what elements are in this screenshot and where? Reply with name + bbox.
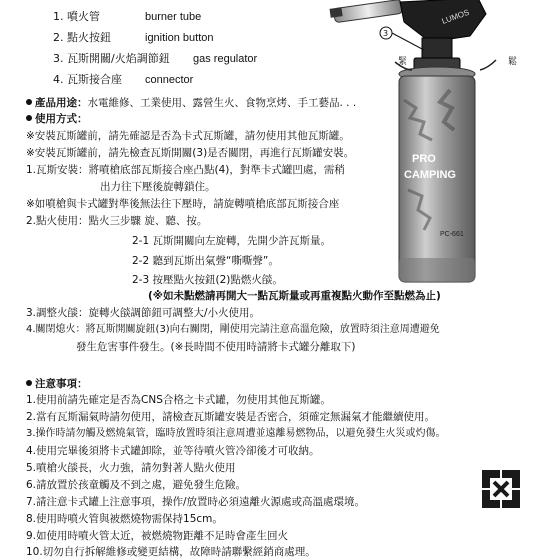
- method-line: 4.關閉熄火：將瓦斯開關旋鈕(3)向右關閉，剛使用完請注意高溫危險，放置時須注意周遭避免: [26, 324, 440, 335]
- gas-can: [399, 76, 475, 282]
- part-item: [53, 27, 257, 48]
- note-item: 7.請注意卡式罐上注意事項，操作/放置時必須遠離火源處或高溫處環境。: [26, 496, 366, 508]
- part-english: connector: [145, 74, 194, 86]
- part-item: [53, 48, 257, 69]
- part-number: 3. 瓦斯開關/火焰調節鈕: [53, 52, 170, 65]
- callout-number: 3: [383, 29, 389, 38]
- usage-line: [26, 95, 356, 111]
- method-line: 2-3 按壓點火按鈕(2)點燃火燄。: [132, 274, 283, 286]
- method-line: (※如未點燃請再開大一點瓦斯量或再重複點火動作至點燃為止): [148, 290, 441, 302]
- note-item: 1.使用前請先確定是否為CNS合格之卡式罐，勿使用其他瓦斯罐。: [26, 394, 331, 406]
- note-item: 2.當有瓦斯漏氣時請勿使用，請檢查瓦斯罐安裝是否密合，須確定無漏氣才能繼續使用。: [26, 411, 436, 423]
- usage-text: 水電維修、工業使用、露營生火、食物烹烤、手工藝品. . .: [87, 97, 357, 109]
- method-line: ※安裝瓦斯罐前，請先檢查瓦斯開關(3)是否關閉，再進行瓦斯罐安裝。: [26, 147, 355, 159]
- method-line: 2-1 瓦斯開關向左旋轉，先開少許瓦斯量。: [132, 235, 331, 247]
- notes-title-line: [26, 376, 88, 392]
- method-line: 2.點火使用：點火三步驟 旋、聽、按。: [26, 215, 208, 227]
- note-item: 3.操作時請勿觸及燃燒氣管，臨時放置時須注意周遭並遠離易燃物品，以避免發生火災或灼傷。: [26, 428, 446, 439]
- part-item: [53, 69, 257, 90]
- can-label-line2: CAMPING: [404, 169, 456, 181]
- note-item: 5.噴槍火燄長，火力強，請勿對著人點火使用: [26, 462, 236, 474]
- part-english: gas regulator: [193, 53, 258, 65]
- tighten-label: 緊: [398, 57, 408, 67]
- loosen-arrow: [480, 60, 496, 70]
- method-line: 2-2 聽到瓦斯出氣聲“嘶嘶聲”。: [132, 255, 279, 267]
- bullet-icon: [26, 115, 32, 121]
- brand-label: LUMOS: [440, 7, 471, 26]
- parts-list: [53, 6, 257, 90]
- can-model: PC-661: [440, 231, 464, 238]
- bullet-icon: [26, 380, 32, 386]
- method-title: 使用方式：: [35, 113, 88, 125]
- part-number: 1. 噴火管: [53, 10, 100, 23]
- part-number: 4. 瓦斯接合座: [53, 73, 122, 86]
- note-item: 10.切勿自行拆解維修或變更結構，故障時請聯繫經銷商處理。: [26, 546, 316, 558]
- notes-title: 注意事項：: [35, 378, 88, 390]
- method-line: 發生危害事件發生。(※長時間不使用時請將卡式罐分離取下): [76, 341, 356, 353]
- method-line: 3.調整火燄：旋轉火燄調節鈕可調整大/小火使用。: [26, 307, 261, 319]
- can-label-line1: PRO: [412, 153, 436, 165]
- method-line: 出力往下壓後旋轉鎖住。: [100, 181, 216, 193]
- method-line: ※安裝瓦斯罐前，請先確認是否為卡式瓦斯罐，請勿使用其他瓦斯罐。: [26, 130, 350, 142]
- usage-title: 產品用途：: [35, 97, 88, 109]
- note-item: 9.如使用時噴火管太近，被燃燒物距離不足時會產生回火: [26, 530, 289, 542]
- part-number: 2. 點火按鈕: [53, 31, 111, 44]
- recycle-icon: [478, 466, 524, 512]
- note-item: 4.使用完畢後須將卡式罐卸除，並等待噴火管冷卻後才可收納。: [26, 445, 320, 457]
- method-title-line: [26, 111, 88, 127]
- part-item: [53, 6, 257, 27]
- note-item: 8.使用時噴火管與被燃燒物需保持15cm。: [26, 513, 223, 525]
- callout-line: [392, 33, 424, 50]
- torch-head: [400, 0, 486, 60]
- bullet-icon: [26, 99, 32, 105]
- loosen-label: 鬆: [508, 57, 518, 67]
- part-english: burner tube: [145, 11, 202, 23]
- part-english: ignition button: [145, 32, 214, 44]
- burner-tube: [330, 0, 403, 23]
- method-line: 1.瓦斯安裝：將噴槍底部瓦斯接合座凸點(4)，對準卡式罐凹處，需稍: [26, 164, 345, 176]
- method-line: ※如噴槍與卡式罐對準後無法往下壓時，請旋轉噴槍底部瓦斯接合座: [26, 198, 340, 210]
- note-item: 6.請放置於孩童觸及不到之處，避免發生危險。: [26, 479, 247, 491]
